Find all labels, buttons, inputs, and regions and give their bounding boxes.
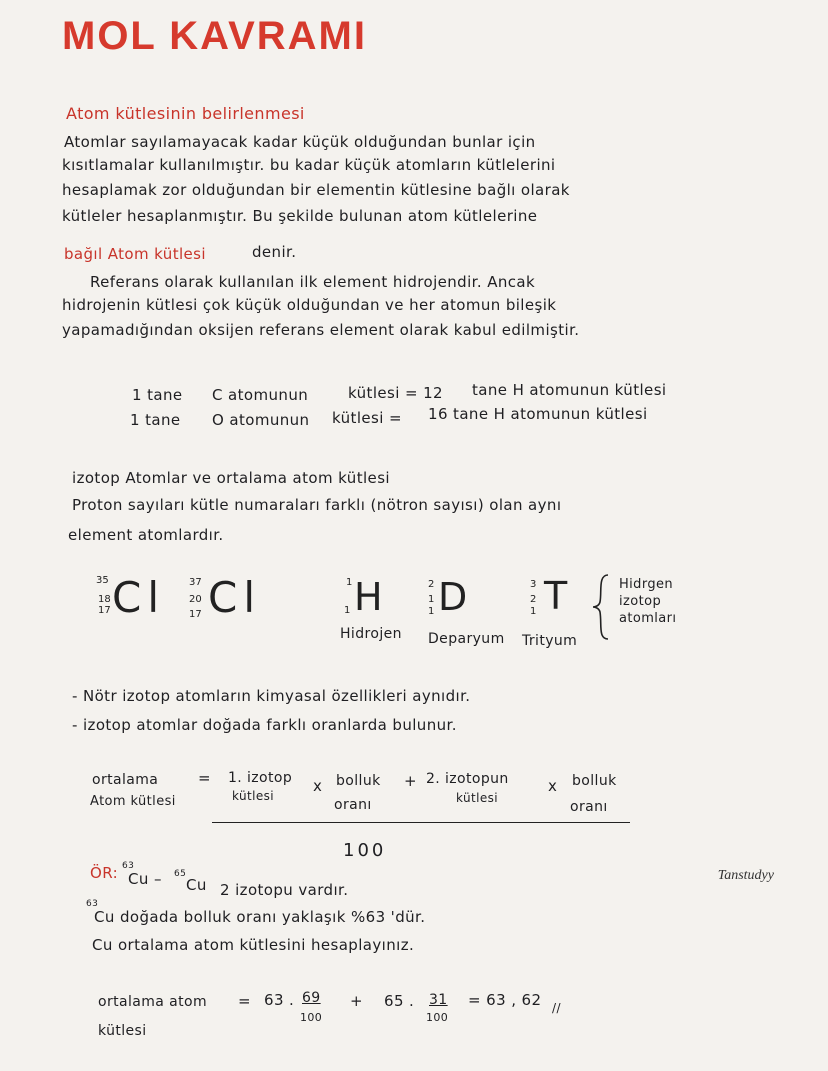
brace-note: atomları	[619, 611, 677, 626]
hydrogen-symbol: H	[354, 575, 383, 619]
section-heading-isotope: izotop Atomlar ve ortalama atom kütlesi	[72, 469, 390, 487]
formula-term: 1. izotop	[228, 770, 293, 786]
brace-note: Hidrgen	[619, 577, 674, 592]
section-heading-atom-mass: Atom kütlesinin belirlenmesi	[66, 104, 305, 123]
cl37-neutron-number: 20	[189, 594, 202, 605]
text-line: kütleler hesaplanmıştır. Bu şekilde bulunan atom kütlelerine	[62, 207, 538, 225]
formula-term: oranı	[570, 799, 608, 815]
cu63-mass-number: 63	[122, 861, 135, 871]
d-atomic-number: 1	[428, 606, 435, 617]
bullet-item: - Nötr izotop atomların kimyasal özellikleri aynıdır.	[72, 687, 471, 705]
text-line: yapamadığından oksijen referans element olarak kabul edilmiştir.	[62, 321, 580, 339]
fraction-bar	[212, 822, 630, 823]
comparison-count: 1 tane	[132, 386, 183, 404]
solution-lhs: kütlesi	[98, 1023, 147, 1039]
solution-denominator: 100	[426, 1011, 449, 1024]
cl35-neutron-number: 18	[98, 594, 111, 605]
d-mass-number: 2	[428, 579, 435, 590]
formula-times: x	[313, 777, 323, 795]
solution-equals: =	[238, 992, 251, 1010]
formula-equals: =	[198, 769, 211, 787]
solution-numerator: 31	[429, 992, 448, 1008]
formula-term: 2. izotopun	[426, 771, 509, 787]
text-line: hidrojenin kütlesi çok küçük olduğundan ve her atomun bileşik	[62, 296, 557, 314]
solution-plus: +	[350, 992, 363, 1010]
t-mass-number: 3	[530, 579, 537, 590]
formula-times: x	[548, 777, 558, 795]
solution-result: = 63 , 62	[468, 991, 542, 1009]
solution-numerator: 69	[302, 990, 321, 1006]
copper-symbol: Cu –	[128, 870, 162, 888]
formula-term: bolluk	[336, 773, 381, 789]
formula-lhs: ortalama	[92, 772, 159, 788]
solution-denominator: 100	[300, 1011, 323, 1024]
copper-symbol: Cu	[186, 876, 207, 894]
page-title: MOL KAVRAMI	[62, 14, 367, 58]
text-line: Cu ortalama atom kütlesini hesaplayınız.	[92, 936, 415, 954]
deuterium-symbol: D	[438, 575, 468, 619]
text-line: 2 izotopu vardır.	[220, 881, 349, 899]
comparison-count: 1 tane	[130, 411, 181, 429]
chlorine-symbol: Cl	[208, 573, 261, 622]
comparison-rest: 16 tane H atomunun kütlesi	[428, 405, 648, 423]
curly-brace-icon	[590, 572, 616, 642]
h-atomic-number: 1	[344, 605, 351, 616]
text-line: Proton sayıları kütle numaraları farklı (nötron sayısı) olan aynı	[72, 496, 562, 514]
chlorine-symbol: Cl	[112, 573, 165, 622]
cu63-mass-number: 63	[86, 899, 99, 909]
text-line: Cu doğada bolluk oranı yaklaşık %63 'dür.	[94, 908, 426, 926]
brace-note: izotop	[619, 594, 662, 609]
comparison-atom: C atomunun	[212, 386, 309, 404]
text-line: hesaplamak zor olduğundan bir elementin kütlesine bağlı olarak	[62, 181, 570, 199]
cl37-mass-number: 37	[189, 577, 202, 588]
signature: Tanstudyy	[717, 868, 774, 883]
cl35-atomic-number: 17	[98, 605, 111, 616]
formula-term: kütlesi	[456, 791, 498, 805]
text-line: Referans olarak kullanılan ilk element hidrojendir. Ancak	[90, 273, 536, 291]
comparison-value: kütlesi = 12	[348, 384, 443, 402]
formula-term: kütlesi	[232, 789, 274, 803]
example-label: ÖR:	[90, 864, 119, 882]
comparison-value: kütlesi =	[332, 409, 402, 427]
formula-term: oranı	[334, 797, 372, 813]
h-mass-number: 1	[346, 577, 353, 588]
term-relative-atomic-mass: bağıl Atom kütlesi	[64, 245, 206, 263]
solution-term: 65 .	[384, 992, 415, 1010]
isotope-label-hydrogen: Hidrojen	[340, 626, 402, 642]
isotope-label-deuterium: Deparyum	[428, 631, 505, 647]
solution-end-mark: //	[552, 1001, 561, 1015]
text-line: kısıtlamalar kullanılmıştır. bu kadar küçük atomların kütlelerini	[62, 156, 556, 174]
comparison-atom: O atomunun	[212, 411, 310, 429]
solution-lhs: ortalama atom	[98, 994, 207, 1010]
formula-term: bolluk	[572, 773, 617, 789]
text-line: Atomlar sayılamayacak kadar küçük olduğundan bunlar için	[64, 133, 536, 151]
d-neutron-number: 1	[428, 594, 435, 605]
formula-plus: +	[404, 772, 417, 790]
bullet-item: - izotop atomlar doğada farklı oranlarda bulunur.	[72, 716, 457, 734]
formula-lhs: Atom kütlesi	[90, 794, 176, 809]
cu65-mass-number: 65	[174, 869, 187, 879]
comparison-rest: tane H atomunun kütlesi	[472, 381, 667, 399]
cl37-atomic-number: 17	[189, 609, 202, 620]
t-neutron-number: 2	[530, 594, 537, 605]
tritium-symbol: T	[544, 574, 568, 618]
t-atomic-number: 1	[530, 606, 537, 617]
solution-term: 63 .	[264, 991, 295, 1009]
text-line: element atomlardır.	[68, 526, 224, 544]
isotope-label-tritium: Trityum	[522, 633, 578, 649]
formula-denominator: 100	[343, 840, 387, 861]
text-line: denir.	[252, 243, 297, 261]
cl35-mass-number: 35	[96, 575, 109, 586]
